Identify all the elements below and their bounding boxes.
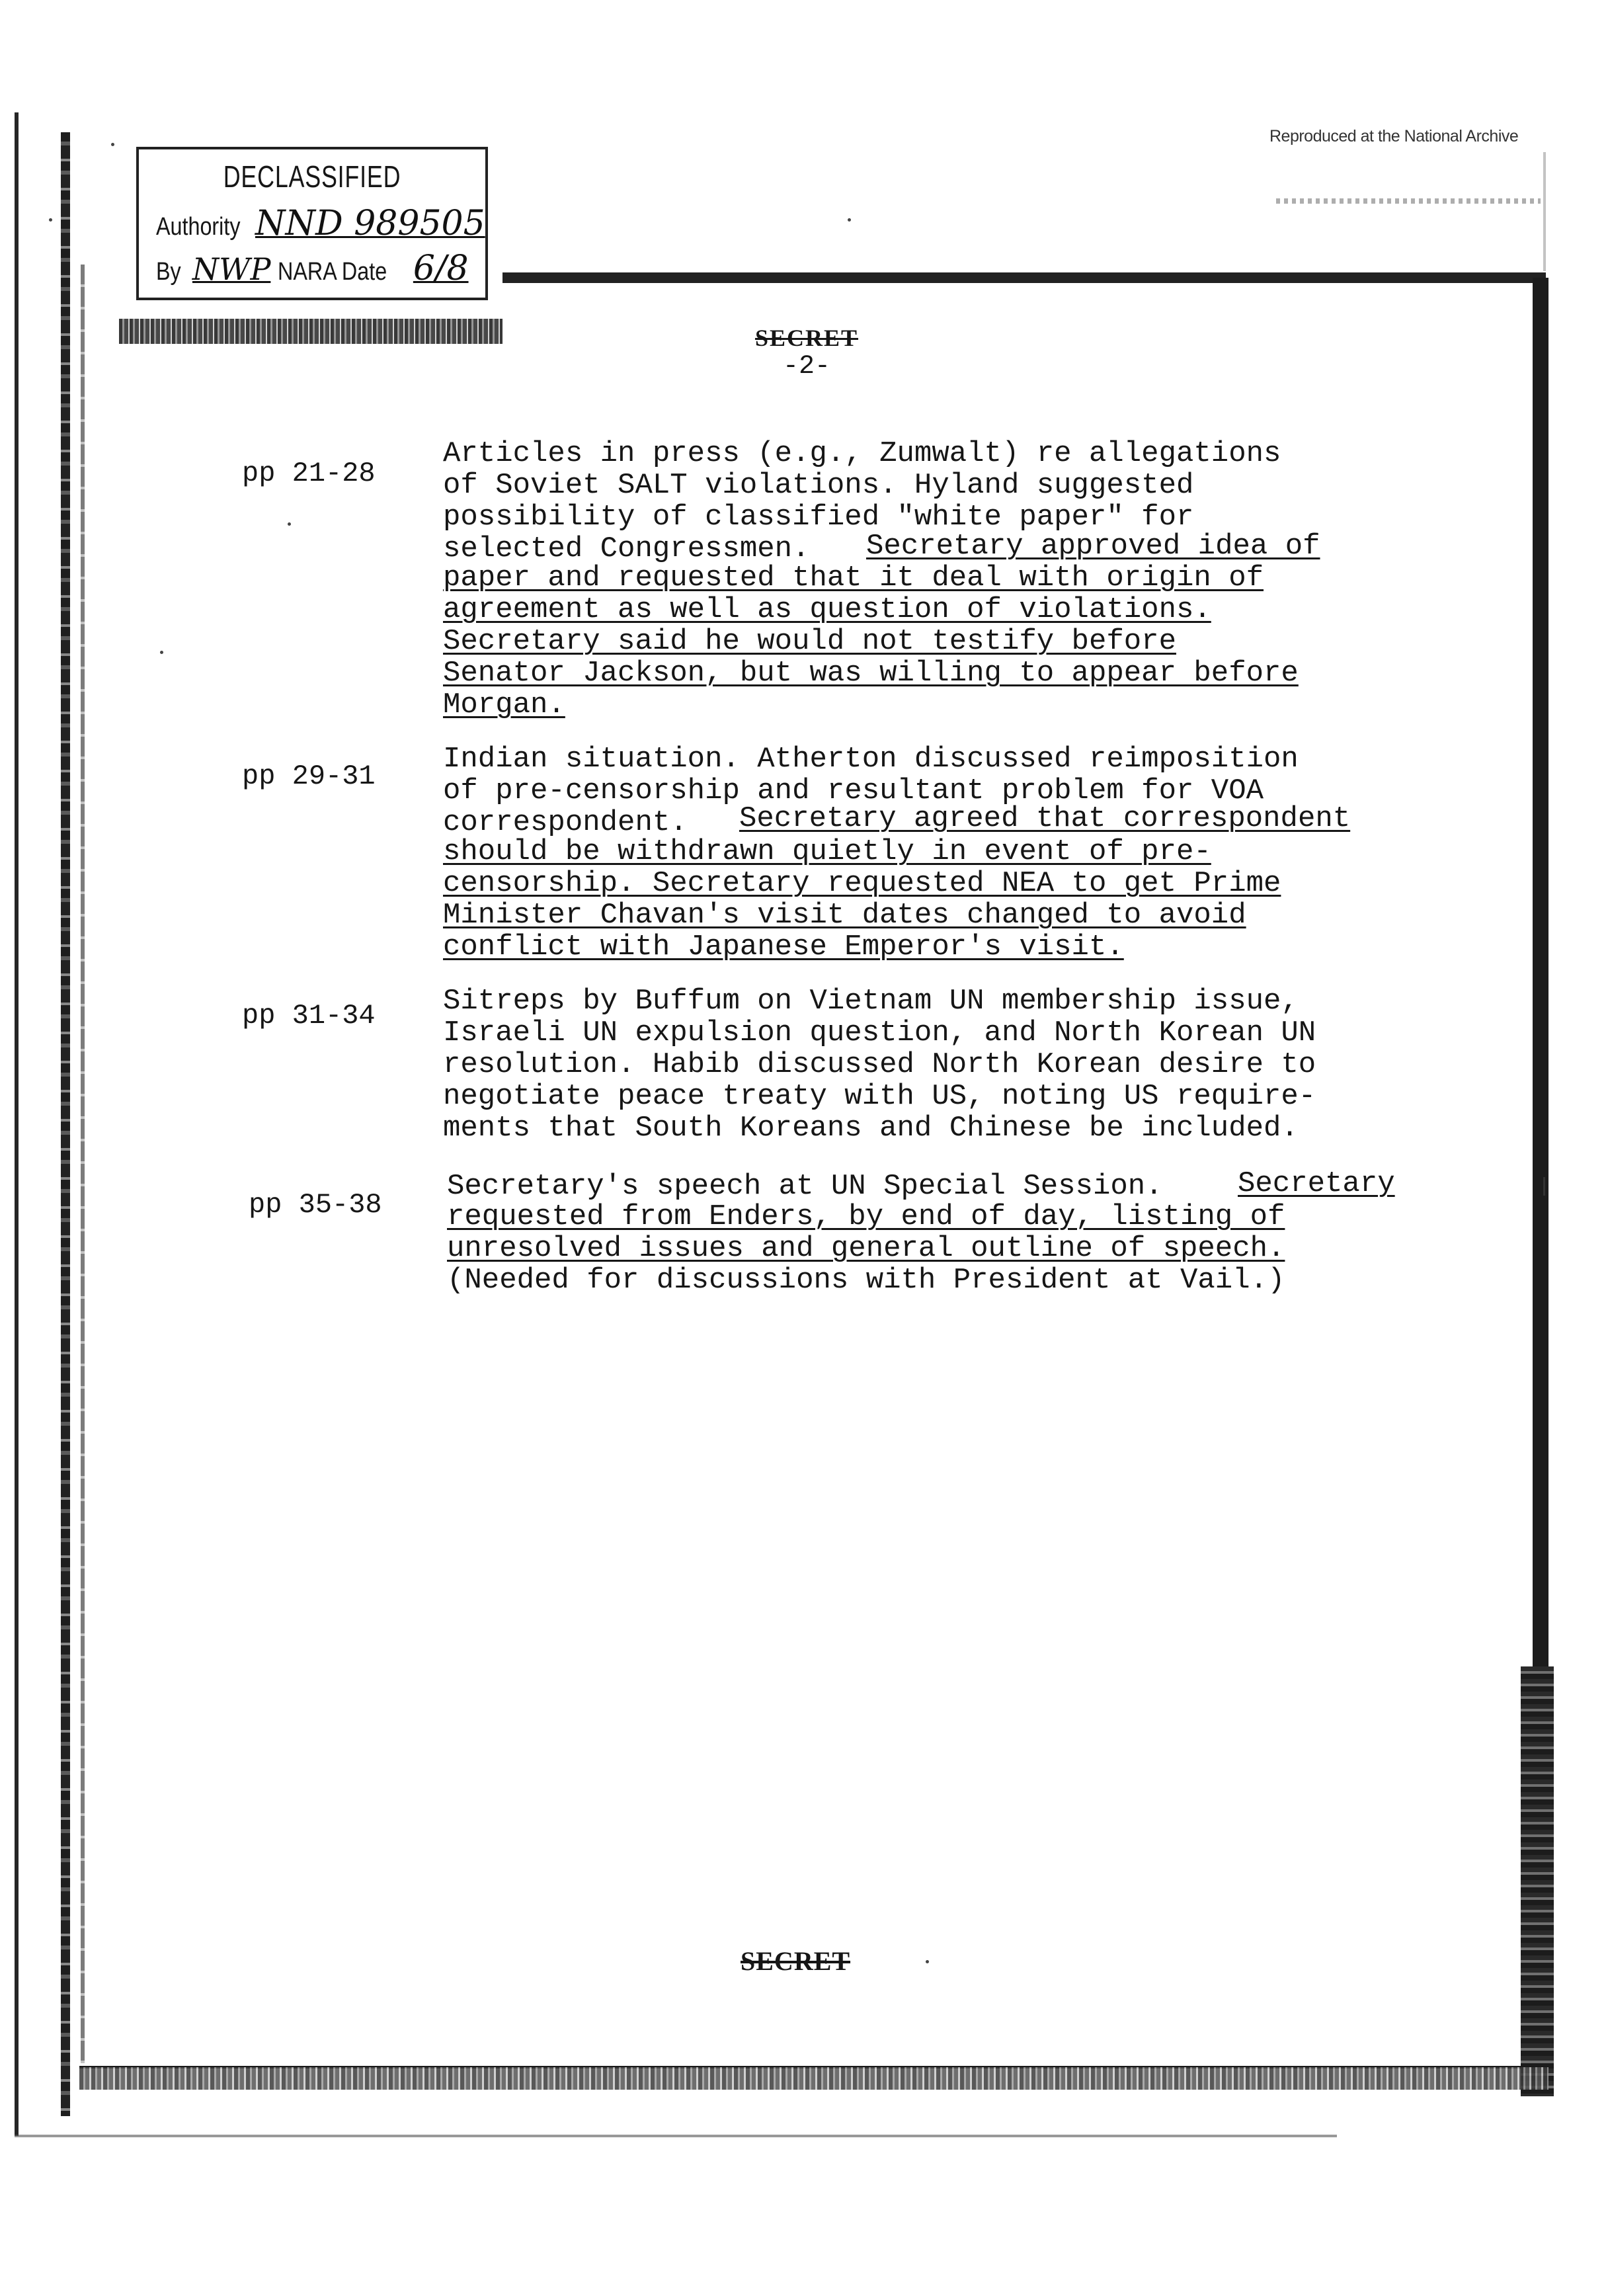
entry-line: Sitreps by Buffum on Vietnam UN membership issue, [443,985,1299,1018]
entry-line-underlined: unresolved issues and general outline of speech. [447,1232,1285,1265]
page-bottom-shadow [79,2067,1548,2090]
scan-top-smudge [119,319,502,344]
entry-page-reference: pp 35-38 [249,1189,382,1221]
entry-line-underlined: Secretary said he would not testify before [443,625,1176,658]
entry-line: of pre-censorship and resultant problem for VOA [443,774,1264,807]
declassified-stamp [136,147,488,300]
stamp-by-label: By [156,258,181,286]
stamp-by-value: NWP [192,251,271,287]
archive-reproduction-note: Reproduced at the National Archive [1269,127,1519,145]
scan-left-edge [15,112,19,2136]
entry-line-underlined: conflict with Japanese Emperor's visit. [443,930,1124,964]
entry-line-underlined: Secretary agreed that correspondent [739,802,1351,835]
entry-line: ments that South Koreans and Chinese be included. [443,1112,1299,1145]
entry-line-underlined: agreement as well as question of violations. [443,593,1211,626]
page-right-shadow [1521,1666,1554,2096]
scan-speck [848,218,851,222]
stamp-date-label: NARA Date [277,258,387,286]
scan-speck [926,1960,929,1963]
scan-bottom-rule [15,2135,1337,2137]
scan-speck [160,651,163,654]
entry-line: possibility of classified "white paper" for [443,501,1194,534]
entry-line: Indian situation. Atherton discussed reimposition [443,743,1299,776]
stamp-authority-value: NND 989505 [255,204,485,243]
stamp-authority-label: Authority [156,213,241,241]
scan-speck [49,218,52,222]
page-number: -2- [782,352,830,382]
stamp-title: DECLASSIFIED [223,159,401,194]
entry-line: Israeli UN expulsion question, and North Korean UN [443,1016,1316,1049]
entry-page-reference: pp 31-34 [242,1000,376,1032]
entry-line: correspondent. [443,806,688,839]
entry-line-underlined: censorship. Secretary requested NEA to get Prime [443,867,1281,900]
entry-line-underlined: paper and requested that it deal with origin of [443,561,1264,594]
entry-line: (Needed for discussions with President at Vail.) [447,1264,1285,1297]
entry-line-underlined: should be withdrawn quietly in event of pre- [443,835,1211,868]
entry-line-underlined: requested from Enders, by end of day, listing of [447,1200,1285,1233]
scan-left-shadow [61,132,70,2116]
classification-header: SECRET [754,325,859,351]
entry-line: resolution. Habib discussed North Korean desire to [443,1048,1316,1081]
stamp-date-value: 6/8 [413,249,469,288]
page-top-border [502,272,1546,283]
entry-line-underlined: Secretary [1238,1167,1395,1200]
entry-line-underlined: Senator Jackson, but was willing to appear before [443,657,1299,690]
entry-line-underlined: Morgan. [443,688,565,721]
stamp-by-line [156,249,469,288]
entry-line-underlined: Minister Chavan's visit dates changed to avoid [443,899,1246,932]
entry-page-reference: pp 29-31 [242,760,376,792]
classification-footer: SECRET [741,1946,851,1976]
entry-line: Secretary's speech at UN Special Session. [447,1170,1163,1203]
entry-line: of Soviet SALT violations. Hyland suggested [443,469,1194,502]
entry-line: selected Congressmen. [443,532,810,565]
scan-speck [111,143,114,146]
scan-speck [288,522,291,526]
entry-line: Articles in press (e.g., Zumwalt) re allegations [443,437,1281,470]
scan-right-faint-mark [1543,152,1546,271]
scan-top-faint-mark [1276,198,1541,204]
entry-line-underlined: Secretary approved idea of [866,530,1320,563]
scan-left-inner-shadow [81,265,85,2063]
entry-page-reference: pp 21-28 [242,458,376,489]
scan-speck [1543,1177,1545,1196]
entry-line: negotiate peace treaty with US, noting US require- [443,1080,1316,1113]
stamp-authority-line [156,204,485,243]
